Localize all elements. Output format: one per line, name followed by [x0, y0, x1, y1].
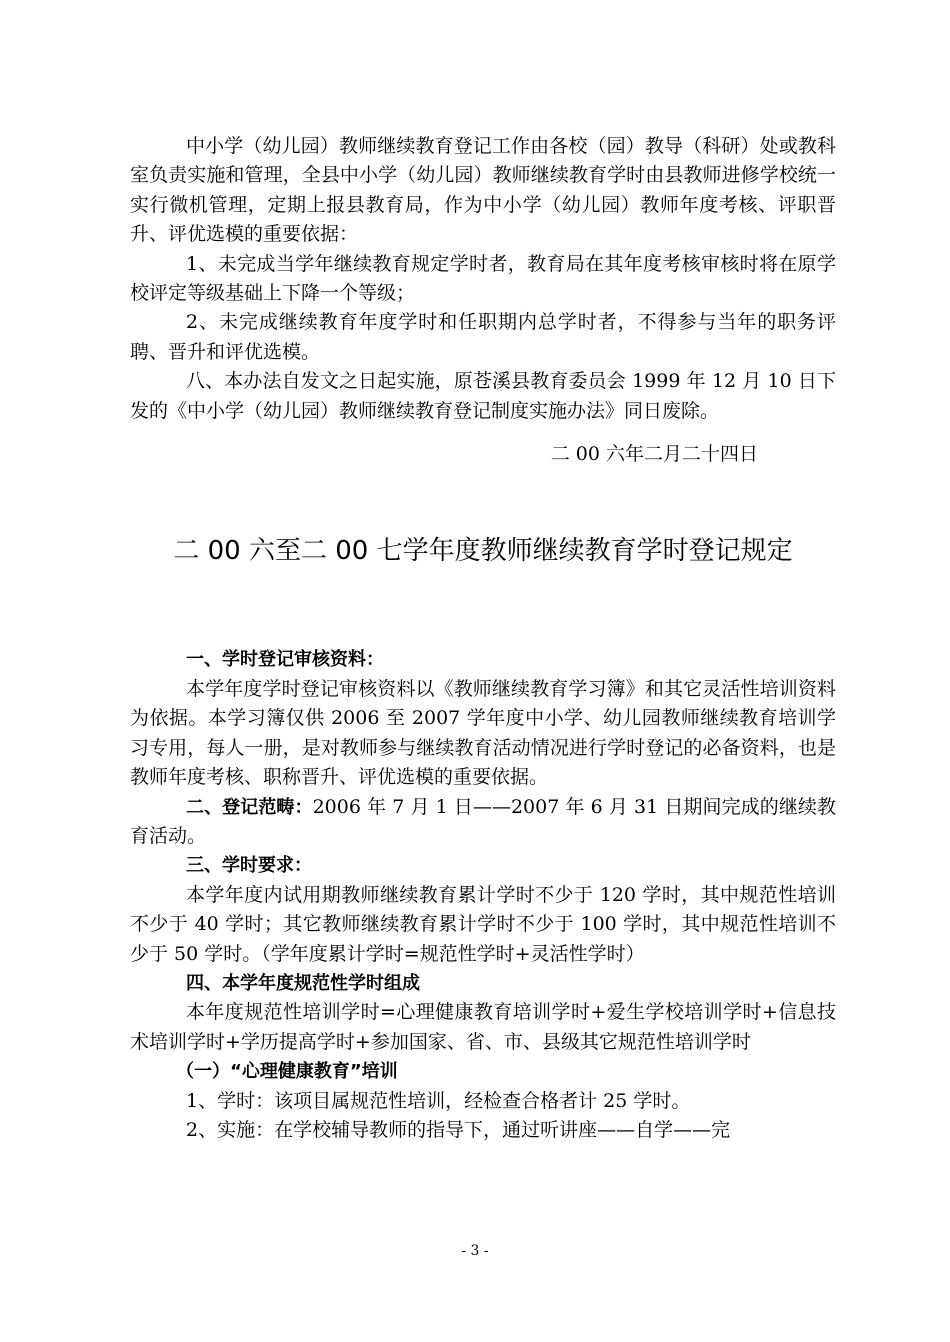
document-body — [130, 132, 836, 1145]
heading-section-1: 一、学时登记审核资料： — [186, 649, 384, 671]
text-section-2: 2006 年 7 月 1 日——2007 年 6 月 31 日期间完成的继续教育活动。 — [130, 795, 837, 847]
paragraph-rule-2: 2、未完成继续教育年度学时和任职期内总学时者，不得参与当年的职务评聘、晋升和评优选模。 — [130, 311, 836, 363]
document-date: 二 00 六年二月二十四日 — [550, 443, 758, 466]
paragraph-section-4: 本年度规范性培训学时=心理健康教育培训学时+爱生学校培训学时+信息技术培训学时+学历提高学时+参加国家、省、市、县级其它规范性培训学时 — [130, 1001, 836, 1053]
page-number: - 3 - — [461, 1243, 489, 1259]
paragraph-section-3: 本学年度内试用期教师继续教育累计学时不少于 120 学时，其中规范性培训不少于 40 学时；其它教师继续教育累计学时不少于 100 学时，其中规范性培训不少于 50 学时。（学年度累计学时=规范性学时+灵活性学时） — [130, 883, 836, 965]
heading-section-3: 三、学时要求： — [186, 855, 312, 877]
heading-section-2: 二、登记范畴： — [186, 796, 313, 818]
paragraph-article-8: 八、本办法自发文之日起实施，原苍溪县教育委员会 1999 年 12 月 10 日下发的《中小学（幼儿园）教师继续教育登记制度实施办法》同日废除。 — [130, 370, 836, 422]
paragraph-rule-1: 1、未完成当学年继续教育规定学时者，教育局在其年度考核审核时将在原学校评定等级基础上下降一个等级； — [130, 252, 836, 305]
paragraph-section-1: 本学年度学时登记审核资料以《教师继续教育学习簿》和其它灵活性培训资料为依据。本学习簿仅供 2006 至 2007 学年度中小学、幼儿园教师继续教育培训学习专用，每人一册，是对教师参与继续教育活动情况进行学时登记的必备资料，也是教师年度考核、职称晋升、评优选模的重要依据。 — [130, 677, 836, 789]
paragraph-subsection-1-item-1: 1、学时：该项目属规范性培训，经检查合格者计 25 学时。 — [186, 1089, 691, 1112]
section-title: 二 00 六至二 00 七学年度教师继续教育学时登记规定 — [173, 536, 793, 567]
paragraph-registration-management: 中小学（幼儿园）教师继续教育登记工作由各校（园）教导（科研）处或教科室负责实施和管理，全县中小学（幼儿园）教师继续教育学时由县教师进修学校统一实行微机管理，定期上报县教育局，作为中小学（幼儿园）教师年度考核、评职晋升、评优选模的重要依据： — [130, 135, 836, 246]
heading-section-4: 四、本学年度规范性学时组成 — [186, 972, 420, 994]
paragraph-section-2 — [130, 793, 836, 852]
paragraph-subsection-1-item-2: 2、实施：在学校辅导教师的指导下，通过听讲座——自学——完 — [186, 1118, 731, 1141]
heading-subsection-1: （一）“心理健康教育”培训 — [176, 1061, 398, 1083]
